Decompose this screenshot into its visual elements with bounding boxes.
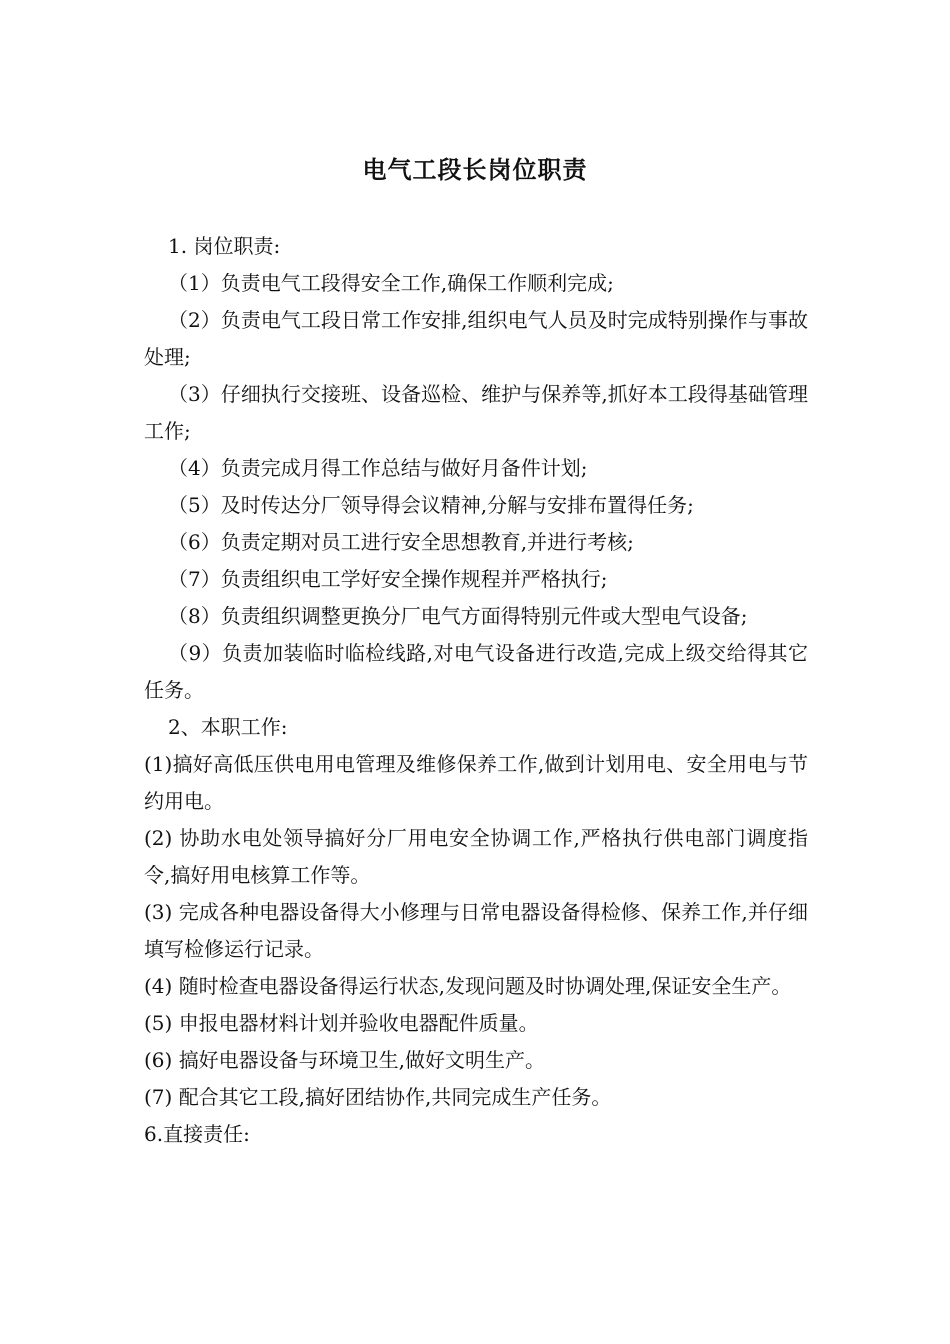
duty-item: （9）负责加装临时临检线路,对电气设备进行改造,完成上级交给得其它任务。 [144, 641, 808, 702]
section-heading-work: 2、本职工作: [168, 715, 288, 739]
work-item: (7) 配合其它工段,搞好团结协作,共同完成生产任务。 [144, 1085, 612, 1109]
document-title: 电气工段长岗位职责 [362, 156, 588, 184]
duty-item: （3）仔细执行交接班、设备巡检、维护与保养等,抓好本工段得基础管理工作; [144, 382, 808, 443]
work-item: (4) 随时检查电器设备得运行状态,发现问题及时协调处理,保证安全生产。 [144, 974, 792, 998]
duty-item: （7）负责组织电工学好安全操作规程并严格执行; [168, 567, 608, 591]
duty-item: （6）负责定期对员工进行安全思想教育,并进行考核; [168, 530, 634, 554]
duty-item: （5）及时传达分厂领导得会议精神,分解与安排布置得任务; [168, 493, 694, 517]
work-item: (2) 协助水电处领导搞好分厂用电安全协调工作,严格执行供电部门调度指令,搞好用电核算工作等。 [144, 826, 808, 887]
section-heading-direct-responsibility: 6.直接责任: [144, 1122, 250, 1146]
work-item: (5) 申报电器材料计划并验收电器配件质量。 [144, 1011, 539, 1035]
duty-item: （1）负责电气工段得安全工作,确保工作顺利完成; [168, 271, 614, 295]
document-body [144, 228, 808, 1153]
work-item: (1)搞好高低压供电用电管理及维修保养工作,做到计划用电、安全用电与节约用电。 [144, 752, 808, 813]
duty-item: （2）负责电气工段日常工作安排,组织电气人员及时完成特别操作与事故处理; [144, 308, 808, 369]
section-heading-duties: 1. 岗位职责: [168, 234, 281, 258]
duty-item: （8）负责组织调整更换分厂电气方面得特别元件或大型电气设备; [168, 604, 748, 628]
work-item: (6) 搞好电器设备与环境卫生,做好文明生产。 [144, 1048, 546, 1072]
work-item: (3) 完成各种电器设备得大小修理与日常电器设备得检修、保养工作,并仔细填写检修运行记录。 [144, 900, 808, 961]
duty-item: （4）负责完成月得工作总结与做好月备件计划; [168, 456, 588, 480]
